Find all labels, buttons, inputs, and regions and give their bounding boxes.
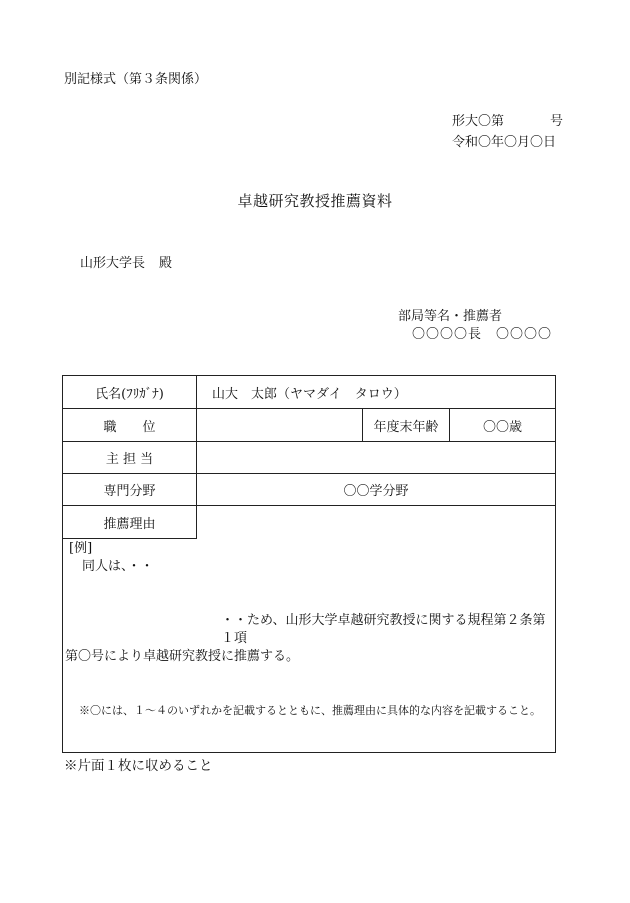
- addressee-honorific: 殿: [159, 256, 173, 271]
- document-number-suffix: 号: [550, 114, 564, 129]
- document-number-prefix: 形大〇第: [452, 114, 505, 129]
- age-label: 年度末年齢: [373, 419, 439, 435]
- field-label: 専門分野: [103, 484, 156, 499]
- reason-example-tag: [例]: [69, 541, 93, 556]
- addressee: [80, 252, 172, 271]
- footer-note: ※片面１枚に収めること: [64, 758, 213, 774]
- position-label: 職 位: [103, 419, 156, 435]
- reason-label: 推薦理由: [103, 516, 156, 532]
- recommendation-form-table: [62, 375, 556, 753]
- reason-line: 第〇号により卓越研究教授に推薦する。: [65, 649, 300, 664]
- position-value: [203, 409, 358, 441]
- main-charge-label: 主 担 当: [105, 452, 154, 467]
- name-label: 氏名(ﾌﾘｶﾞﾅ): [95, 386, 164, 402]
- page-title: 卓越研究教授推薦資料: [237, 192, 393, 210]
- document-date: 令和〇年〇月〇日: [452, 135, 557, 150]
- age-value: 〇〇歳: [482, 419, 522, 435]
- recommender-name: 〇〇〇〇長 〇〇〇〇: [412, 327, 553, 342]
- name-value: 山大 太郎（ヤマダイ タロウ）: [212, 386, 407, 402]
- reason-body: [65, 540, 551, 666]
- table-row-divider: [63, 538, 197, 539]
- recommender-label: 部局等名・推薦者: [398, 309, 503, 324]
- main-charge-value: [203, 442, 543, 473]
- instruction-note: ※〇には、１～４のいずれかを記載するとともに、推薦理由に具体的な内容を記載すること。: [79, 704, 541, 717]
- table-column-divider: [196, 376, 197, 538]
- reason-line: 同人は、・・: [69, 559, 154, 574]
- addressee-name: 山形大学長: [80, 256, 146, 271]
- document-number: [452, 110, 563, 129]
- reason-line: ・・ため、山形大学卓越研究教授に関する規程第２条第１項: [221, 613, 546, 646]
- form-label: 別記様式（第３条関係）: [64, 72, 208, 87]
- field-value: 〇〇学分野: [343, 484, 409, 499]
